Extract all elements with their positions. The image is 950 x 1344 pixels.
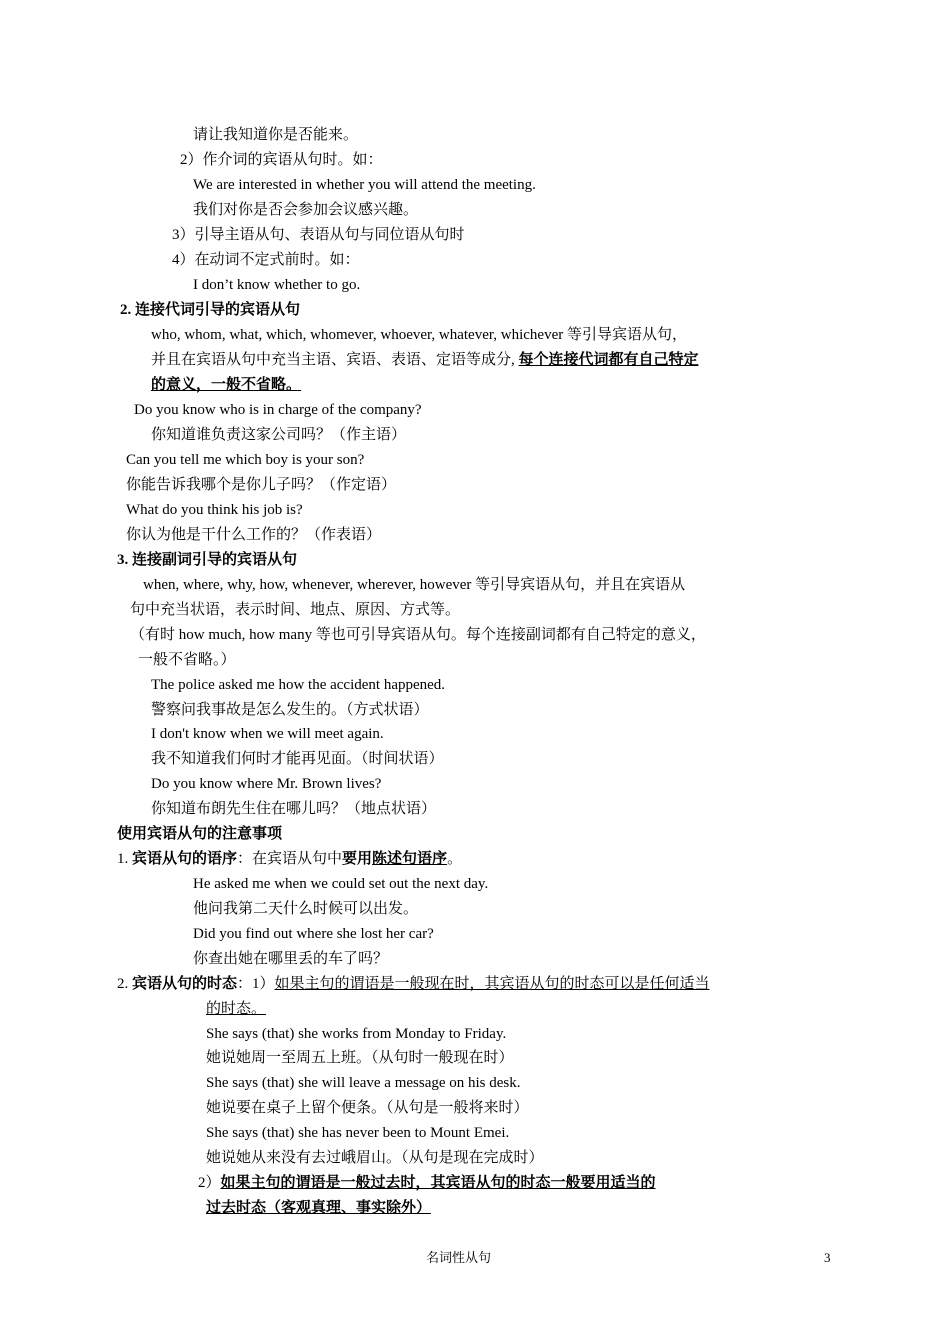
text-segment: 。 [447,851,463,867]
text-line: 你知道布朗先生住在哪儿吗？（地点状语） [151,801,437,817]
section-heading: 使用宾语从句的注意事项 [117,826,283,842]
emphasis-text: 每个连接代词都有自己特定 [518,352,699,368]
text-line: She says (that) she works from Monday to Friday. [206,1026,507,1042]
emphasis-text: 陈述句语序 [372,851,448,867]
text-line: 请让我知道你是否能来。 [193,127,359,143]
text-line: 你查出她在哪里丢的车了吗？ [193,951,389,967]
text-line: I don't know when we will meet again. [151,726,384,742]
text-line [117,849,462,869]
text-line: when, where, why, how, whenever, wherever, however 等引导宾语从句，并且在宾语从 [143,577,686,593]
text-line: What do you think his job is? [126,502,303,518]
term-label: 宾语从句的语序 [132,851,238,867]
text-line: 3）引导主语从句、表语从句与同位语从句时 [172,227,465,243]
text-line: 4）在动词不定式前时。如： [172,252,360,268]
text-line: I don’t know whether to go. [193,277,361,293]
text-line: 我不知道我们何时才能再见面。（时间状语） [151,751,444,767]
text-line [198,1173,656,1193]
text-line: 句中充当状语，表示时间、地点、原因、方式等。 [130,602,461,618]
text-line: Can you tell me which boy is your son? [126,452,365,468]
text-segment: 并且在宾语从句中充当主语、宾语、表语、定语等成分, [151,352,519,368]
text-line: Did you find out where she lost her car? [193,926,434,942]
emphasis-text: 要用 [342,851,373,867]
text-line: 我们对你是否会参加会议感兴趣。 [193,202,419,218]
text-line: 你能告诉我哪个是你儿子吗？（作定语） [126,477,397,493]
text-line: Do you know who is in charge of the company? [134,402,422,418]
text-line: She says (that) she will leave a message on his desk. [206,1075,521,1091]
text-line: 她说她从来没有去过峨眉山。（从句是现在完成时） [206,1150,544,1166]
text-segment: 1. [117,851,132,867]
emphasis-text: 如果主句的谓语是一般过去时，其宾语从句的时态一般要用适当的 [220,1175,656,1191]
text-line [151,350,699,370]
text-line: （有时 how much, how many 等也可引导宾语从句。每个连接副词都有自己特定的意义， [130,627,706,643]
text-line: 他问我第二天什么时候可以出发。 [193,901,419,917]
text-line: He asked me when we could set out the next day. [193,876,489,892]
text-line: who, whom, what, which, whomever, whoever, whatever, whichever 等引导宾语从句， [151,327,687,343]
page-number: 3 [824,1250,831,1265]
text-line: Do you know where Mr. Brown lives? [151,776,382,792]
emphasis-text: 的时态。 [206,1001,267,1017]
text-line: 一般不省略。） [138,652,236,668]
text-line: She says (that) she has never been to Mount Emei. [206,1125,510,1141]
emphasis-text: 过去时态（客观真理、事实除外） [206,1200,432,1216]
text-segment: ：1） [237,976,275,992]
section-heading: 3. 连接副词引导的宾语从句 [117,552,298,568]
text-line [117,974,710,994]
text-line: The police asked me how the accident happened. [151,677,446,693]
text-segment: 2. [117,976,132,992]
text-line: 你认为他是干什么工作的？（作表语） [126,527,382,543]
text-line: 她说要在桌子上留个便条。（从句是一般将来时） [206,1100,529,1116]
footer-title: 名词性从句 [426,1250,492,1265]
text-line: We are interested in whether you will attend the meeting. [193,177,536,193]
text-line: 她说她周一至周五上班。（从句时一般现在时） [206,1050,514,1066]
text-line: 你知道谁负责这家公司吗？（作主语） [151,427,407,443]
section-heading: 2. 连接代词引导的宾语从句 [120,302,301,318]
text-segment: ：在宾语从句中 [237,851,343,867]
text-line: 警察问我事故是怎么发生的。（方式状语） [151,702,429,718]
text-segment: 2） [198,1175,221,1191]
emphasis-text: 如果主句的谓语是一般现在时，其宾语从句的时态可以是任何适当 [274,976,710,992]
text-line: 2）作介词的宾语从句时。如： [180,152,383,168]
term-label: 宾语从句的时态 [132,976,238,992]
emphasis-text: 的意义，一般不省略。 [151,377,302,393]
